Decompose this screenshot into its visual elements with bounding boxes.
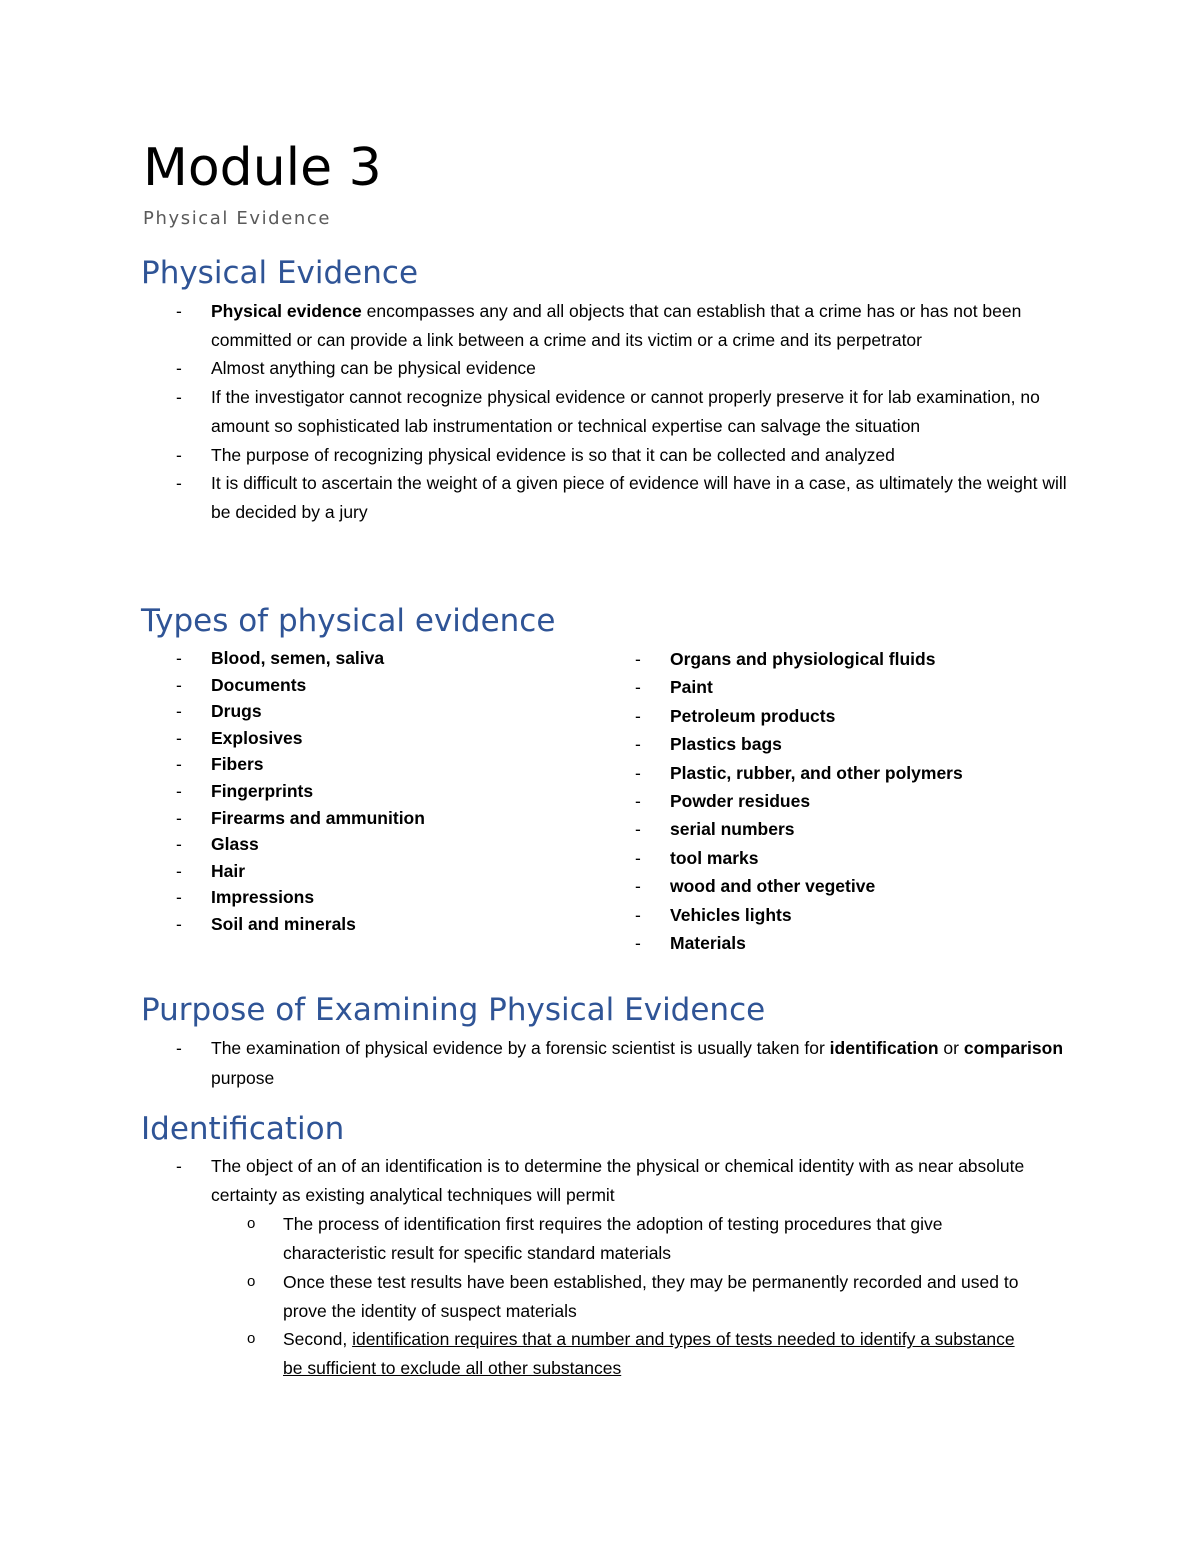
list-item <box>176 725 596 752</box>
list-item-text: tool marks <box>670 847 759 868</box>
dash-bullet: - <box>176 780 182 801</box>
heading-purpose-of-examining: Purpose of Examining Physical Evidence <box>141 992 766 1028</box>
list-item <box>635 872 1075 900</box>
physical-evidence-list <box>176 297 1076 527</box>
document-title: Module 3 <box>143 138 382 198</box>
bold-term: identification <box>829 1038 939 1058</box>
list-item <box>176 858 596 885</box>
list-item-text: Fingerprints <box>211 780 314 801</box>
dash-bullet: - <box>635 649 641 669</box>
dash-bullet: - <box>635 876 641 897</box>
dash-bullet: - <box>635 762 641 783</box>
dash-bullet: - <box>176 1156 182 1176</box>
list-item-text: Paint <box>670 677 713 698</box>
list-item-text: Powder residues <box>670 791 811 812</box>
list-item <box>176 884 596 911</box>
circle-bullet: o <box>247 1215 256 1233</box>
list-item <box>635 844 1075 872</box>
list-item <box>176 672 596 699</box>
bold-term: Physical evidence <box>211 301 362 321</box>
list-item <box>635 929 1075 957</box>
dash-bullet: - <box>176 807 182 828</box>
document-subtitle: Physical Evidence <box>143 208 332 229</box>
circle-bullet: o <box>247 1272 256 1290</box>
list-item <box>635 787 1075 815</box>
list-item <box>176 1152 1056 1383</box>
dash-bullet: - <box>176 860 182 881</box>
list-item-text: The process of identification first requires the adoption of testing procedures that give characteristic result for specific standard materials <box>283 1214 943 1264</box>
list-item-text: The purpose of recognizing physical evidence is so that it can be collected and analyzed <box>211 444 895 465</box>
list-item-text: Plastic, rubber, and other polymers <box>670 762 963 783</box>
list-item-text: Blood, semen, saliva <box>211 648 385 668</box>
list-item <box>635 730 1075 758</box>
identification-list <box>176 1152 1056 1383</box>
dash-bullet: - <box>176 727 182 748</box>
heading-physical-evidence: Physical Evidence <box>141 255 419 291</box>
dash-bullet: - <box>635 791 641 812</box>
list-item-text: The object of an of an identification is to determine the physical or chemical identity with as near absolute certainty as existing analytical techniques will permit <box>211 1156 1025 1205</box>
list-item <box>176 469 1076 526</box>
list-item-text: Glass <box>211 834 259 855</box>
purpose-list <box>176 1033 1066 1093</box>
list-item-text: Hair <box>211 860 246 881</box>
list-item <box>176 778 596 805</box>
list-item <box>176 297 1076 354</box>
list-item <box>176 831 596 858</box>
list-item-text: Documents <box>211 674 307 695</box>
dash-bullet: - <box>176 674 182 695</box>
list-item <box>176 354 1076 383</box>
dash-bullet: - <box>176 648 182 668</box>
list-item-text: encompasses any and all objects that can establish that a crime has or has not been committed or can provide a link between a crime and its victim or a crime and its perpetrator <box>211 301 1022 350</box>
dash-bullet: - <box>635 677 641 698</box>
dash-bullet: - <box>176 444 182 465</box>
circle-bullet: o <box>247 1330 256 1348</box>
dash-bullet: - <box>176 754 182 775</box>
sub-list-item <box>247 1268 1037 1325</box>
list-item <box>176 911 596 938</box>
identification-sublist <box>247 1210 1037 1382</box>
dash-bullet: - <box>176 473 182 494</box>
sub-list-item <box>247 1325 1037 1382</box>
list-item-text: Vehicles lights <box>670 904 792 925</box>
list-item-text: It is difficult to ascertain the weight of a given piece of evidence will have in a case, as ultimately the weight will be decided by a jury <box>211 473 1067 522</box>
list-item <box>635 702 1075 730</box>
dash-bullet: - <box>635 847 641 868</box>
dash-bullet: - <box>635 904 641 925</box>
dash-bullet: - <box>635 705 641 726</box>
dash-bullet: - <box>176 701 182 722</box>
list-item-text: The examination of physical evidence by a forensic scientist is usually taken for <box>211 1038 830 1058</box>
list-item <box>176 698 596 725</box>
list-item <box>176 645 596 672</box>
dash-bullet: - <box>176 834 182 855</box>
list-item-text: Soil and minerals <box>211 913 356 934</box>
list-item <box>635 673 1075 701</box>
list-item-text: purpose <box>211 1068 275 1088</box>
dash-bullet: - <box>176 913 182 934</box>
list-item <box>635 901 1075 929</box>
list-item <box>635 759 1075 787</box>
dash-bullet: - <box>176 387 182 408</box>
heading-types-of-physical-evidence: Types of physical evidence <box>141 603 556 639</box>
bold-term: comparison <box>963 1038 1064 1058</box>
list-item-text: Plastics bags <box>670 734 782 755</box>
list-item <box>176 441 1076 470</box>
list-item-text: Fibers <box>211 754 264 775</box>
list-item-text: Impressions <box>211 887 315 908</box>
list-item <box>176 805 596 832</box>
heading-identification: Identification <box>141 1111 345 1147</box>
list-item-text: Once these test results have been established, they may be permanently recorded and used to prove the identity of suspect materials <box>283 1271 1019 1321</box>
list-item <box>635 815 1075 843</box>
sub-list-item <box>247 1210 1037 1267</box>
dash-bullet: - <box>176 358 182 379</box>
list-item-text: Firearms and ammunition <box>211 807 425 828</box>
list-item-text: Explosives <box>211 727 303 748</box>
dash-bullet: - <box>635 734 641 755</box>
underlined-text: identification requires that a number and types of tests needed to identify a substance be sufficient to exclude all other substances <box>283 1329 1015 1378</box>
dash-bullet: - <box>635 819 641 840</box>
list-item-text: wood and other vegetive <box>670 876 876 897</box>
list-item-text: Petroleum products <box>670 705 836 726</box>
list-item-text: Almost anything can be physical evidence <box>211 358 536 379</box>
dash-bullet: - <box>635 933 641 954</box>
list-item-text: serial numbers <box>670 819 795 840</box>
list-item-text: Organs and physiological fluids <box>670 649 936 669</box>
list-item-text: Second, <box>283 1329 353 1350</box>
list-item <box>176 1033 1066 1093</box>
dash-bullet: - <box>176 1038 182 1058</box>
dash-bullet: - <box>176 301 182 321</box>
list-item-text: Drugs <box>211 701 262 722</box>
list-item <box>176 751 596 778</box>
types-list-right <box>635 645 1075 957</box>
types-list-left <box>176 645 596 938</box>
list-item-text: or <box>938 1038 964 1058</box>
list-item-text: If the investigator cannot recognize physical evidence or cannot properly preserve it for lab examination, no amount so sophisticated lab instrumentation or technical expertise can salvage the situation <box>211 387 1040 436</box>
list-item-text: Materials <box>670 933 746 954</box>
list-item <box>176 383 1076 440</box>
list-item <box>635 645 1075 673</box>
dash-bullet: - <box>176 887 182 908</box>
